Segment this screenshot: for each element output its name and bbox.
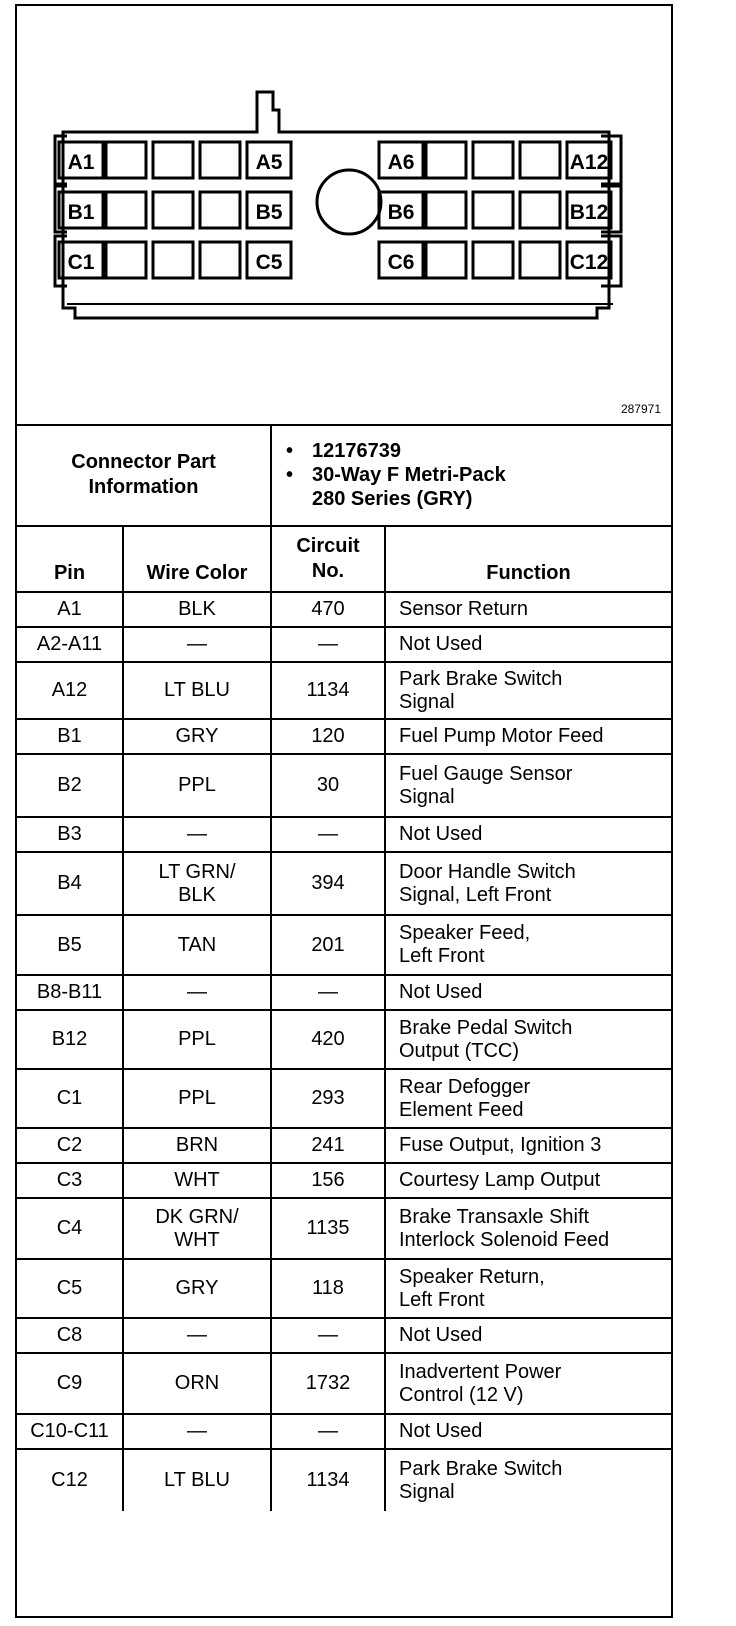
circuit-cell: 394: [271, 852, 385, 915]
circuit-cell: —: [271, 1414, 385, 1449]
wire-color-cell: —: [123, 817, 271, 852]
pin-cell: B4: [17, 852, 123, 915]
pin-cell: C10-C11: [17, 1414, 123, 1449]
pin-cavity: [473, 192, 513, 228]
column-header-row: [17, 526, 671, 592]
pin-cavity: [426, 192, 466, 228]
part-info-details: [271, 424, 671, 526]
wire-color-cell: BRN: [123, 1128, 271, 1163]
function-cell: Door Handle Switch Signal, Left Front: [385, 852, 671, 915]
connector-diagram: [17, 6, 671, 426]
pin-cell: B5: [17, 915, 123, 975]
table-row: [17, 1353, 671, 1414]
pin-cavity: [426, 242, 466, 278]
function-cell: Speaker Feed, Left Front: [385, 915, 671, 975]
table-row: [17, 754, 671, 817]
circuit-cell: 293: [271, 1069, 385, 1128]
function-cell: Fuel Gauge Sensor Signal: [385, 754, 671, 817]
pin-label: C6: [387, 251, 415, 274]
pin-label: C12: [569, 251, 609, 274]
table-row: [17, 915, 671, 975]
wire-color-cell: PPL: [123, 1010, 271, 1069]
pin-cell: C1: [17, 1069, 123, 1128]
pin-cell: C3: [17, 1163, 123, 1198]
circuit-cell: 470: [271, 592, 385, 627]
function-cell: Not Used: [385, 627, 671, 662]
pin-cavity: [153, 192, 193, 228]
pin-cavity: [106, 142, 146, 178]
pin-cell: B2: [17, 754, 123, 817]
circuit-cell: —: [271, 1318, 385, 1353]
wire-color-cell: —: [123, 1414, 271, 1449]
table-row: [17, 1449, 671, 1511]
function-cell: Courtesy Lamp Output: [385, 1163, 671, 1198]
part-info-title: Connector Part Information: [17, 424, 271, 526]
part-description: • 30-Way F Metri-Pack 280 Series (GRY): [286, 463, 671, 511]
pin-cell: B3: [17, 817, 123, 852]
pin-cavity: [426, 142, 466, 178]
pin-cavity: [200, 142, 240, 178]
table-row: [17, 1318, 671, 1353]
pin-label: B6: [387, 201, 415, 224]
table-row: [17, 627, 671, 662]
function-cell: Not Used: [385, 1414, 671, 1449]
circuit-cell: 1135: [271, 1198, 385, 1259]
pin-label: A6: [387, 151, 415, 174]
circuit-cell: 156: [271, 1163, 385, 1198]
pin-cavity: [520, 242, 560, 278]
circuit-cell: —: [271, 817, 385, 852]
table-row: [17, 1163, 671, 1198]
col-header-function: Function: [385, 526, 671, 592]
table-row: [17, 1198, 671, 1259]
connector-sheet: [15, 4, 673, 1618]
connector-face-drawing: [17, 6, 671, 424]
part-info-row: [17, 424, 671, 526]
pin-cell: C5: [17, 1259, 123, 1318]
wire-color-cell: —: [123, 627, 271, 662]
function-cell: Not Used: [385, 1318, 671, 1353]
wire-color-cell: —: [123, 1318, 271, 1353]
pin-cavity: [200, 192, 240, 228]
pin-label: B12: [569, 201, 609, 224]
function-cell: Speaker Return, Left Front: [385, 1259, 671, 1318]
circuit-cell: 1732: [271, 1353, 385, 1414]
pin-cavity: [106, 242, 146, 278]
circuit-cell: 30: [271, 754, 385, 817]
pin-label: C5: [255, 251, 283, 274]
pin-label: B1: [67, 201, 95, 224]
function-cell: Brake Pedal Switch Output (TCC): [385, 1010, 671, 1069]
pinout-table: [17, 424, 671, 1511]
pin-label: A1: [67, 151, 95, 174]
pin-label: C1: [67, 251, 95, 274]
circuit-cell: 201: [271, 915, 385, 975]
pin-cavity: [106, 192, 146, 228]
function-cell: Park Brake Switch Signal: [385, 662, 671, 719]
pin-cavity: [200, 242, 240, 278]
wire-color-cell: GRY: [123, 719, 271, 754]
table-row: [17, 1414, 671, 1449]
wire-color-cell: LT BLU: [123, 1449, 271, 1511]
wire-color-cell: PPL: [123, 754, 271, 817]
function-cell: Fuel Pump Motor Feed: [385, 719, 671, 754]
pin-cell: C12: [17, 1449, 123, 1511]
wire-color-cell: DK GRN/ WHT: [123, 1198, 271, 1259]
circuit-cell: 420: [271, 1010, 385, 1069]
pin-cell: A2-A11: [17, 627, 123, 662]
circuit-cell: —: [271, 975, 385, 1010]
pin-cell: B8-B11: [17, 975, 123, 1010]
pin-cell: B12: [17, 1010, 123, 1069]
function-cell: Brake Transaxle Shift Interlock Solenoid Feed: [385, 1198, 671, 1259]
pin-label: A5: [255, 151, 283, 174]
circuit-cell: 241: [271, 1128, 385, 1163]
table-row: [17, 817, 671, 852]
table-row: [17, 592, 671, 627]
circuit-cell: 118: [271, 1259, 385, 1318]
wire-color-cell: GRY: [123, 1259, 271, 1318]
function-cell: Fuse Output, Ignition 3: [385, 1128, 671, 1163]
pin-cell: A1: [17, 592, 123, 627]
part-number: • 12176739: [286, 439, 671, 463]
pin-cavity: [520, 192, 560, 228]
col-header-pin: Pin: [17, 526, 123, 592]
pin-cell: C2: [17, 1128, 123, 1163]
pin-cavity: [153, 242, 193, 278]
pin-cavity: [153, 142, 193, 178]
pin-cell: C8: [17, 1318, 123, 1353]
function-cell: Not Used: [385, 975, 671, 1010]
pin-cell: B1: [17, 719, 123, 754]
col-header-wire-color: Wire Color: [123, 526, 271, 592]
circuit-cell: —: [271, 627, 385, 662]
function-cell: Park Brake Switch Signal: [385, 1449, 671, 1511]
table-row: [17, 662, 671, 719]
keying-hole: [317, 170, 381, 234]
table-row: [17, 1010, 671, 1069]
wire-color-cell: TAN: [123, 915, 271, 975]
table-row: [17, 1069, 671, 1128]
pin-label: B5: [255, 201, 283, 224]
circuit-cell: 1134: [271, 1449, 385, 1511]
wire-color-cell: WHT: [123, 1163, 271, 1198]
wire-color-cell: LT GRN/ BLK: [123, 852, 271, 915]
table-row: [17, 975, 671, 1010]
function-cell: Not Used: [385, 817, 671, 852]
pin-cell: C9: [17, 1353, 123, 1414]
pin-label: A12: [569, 151, 609, 174]
pin-cell: A12: [17, 662, 123, 719]
wire-color-cell: LT BLU: [123, 662, 271, 719]
pin-cavity: [520, 142, 560, 178]
wire-color-cell: BLK: [123, 592, 271, 627]
pin-cavity: [473, 242, 513, 278]
figure-number: 287971: [620, 402, 661, 416]
table-row: [17, 1259, 671, 1318]
circuit-cell: 120: [271, 719, 385, 754]
pin-cell: C4: [17, 1198, 123, 1259]
wire-color-cell: —: [123, 975, 271, 1010]
circuit-cell: 1134: [271, 662, 385, 719]
table-row: [17, 719, 671, 754]
function-cell: Inadvertent Power Control (12 V): [385, 1353, 671, 1414]
table-row: [17, 1128, 671, 1163]
function-cell: Sensor Return: [385, 592, 671, 627]
col-header-circuit: Circuit No.: [271, 526, 385, 592]
table-row: [17, 852, 671, 915]
wire-color-cell: PPL: [123, 1069, 271, 1128]
pin-cavity: [473, 142, 513, 178]
wire-color-cell: ORN: [123, 1353, 271, 1414]
function-cell: Rear Defogger Element Feed: [385, 1069, 671, 1128]
